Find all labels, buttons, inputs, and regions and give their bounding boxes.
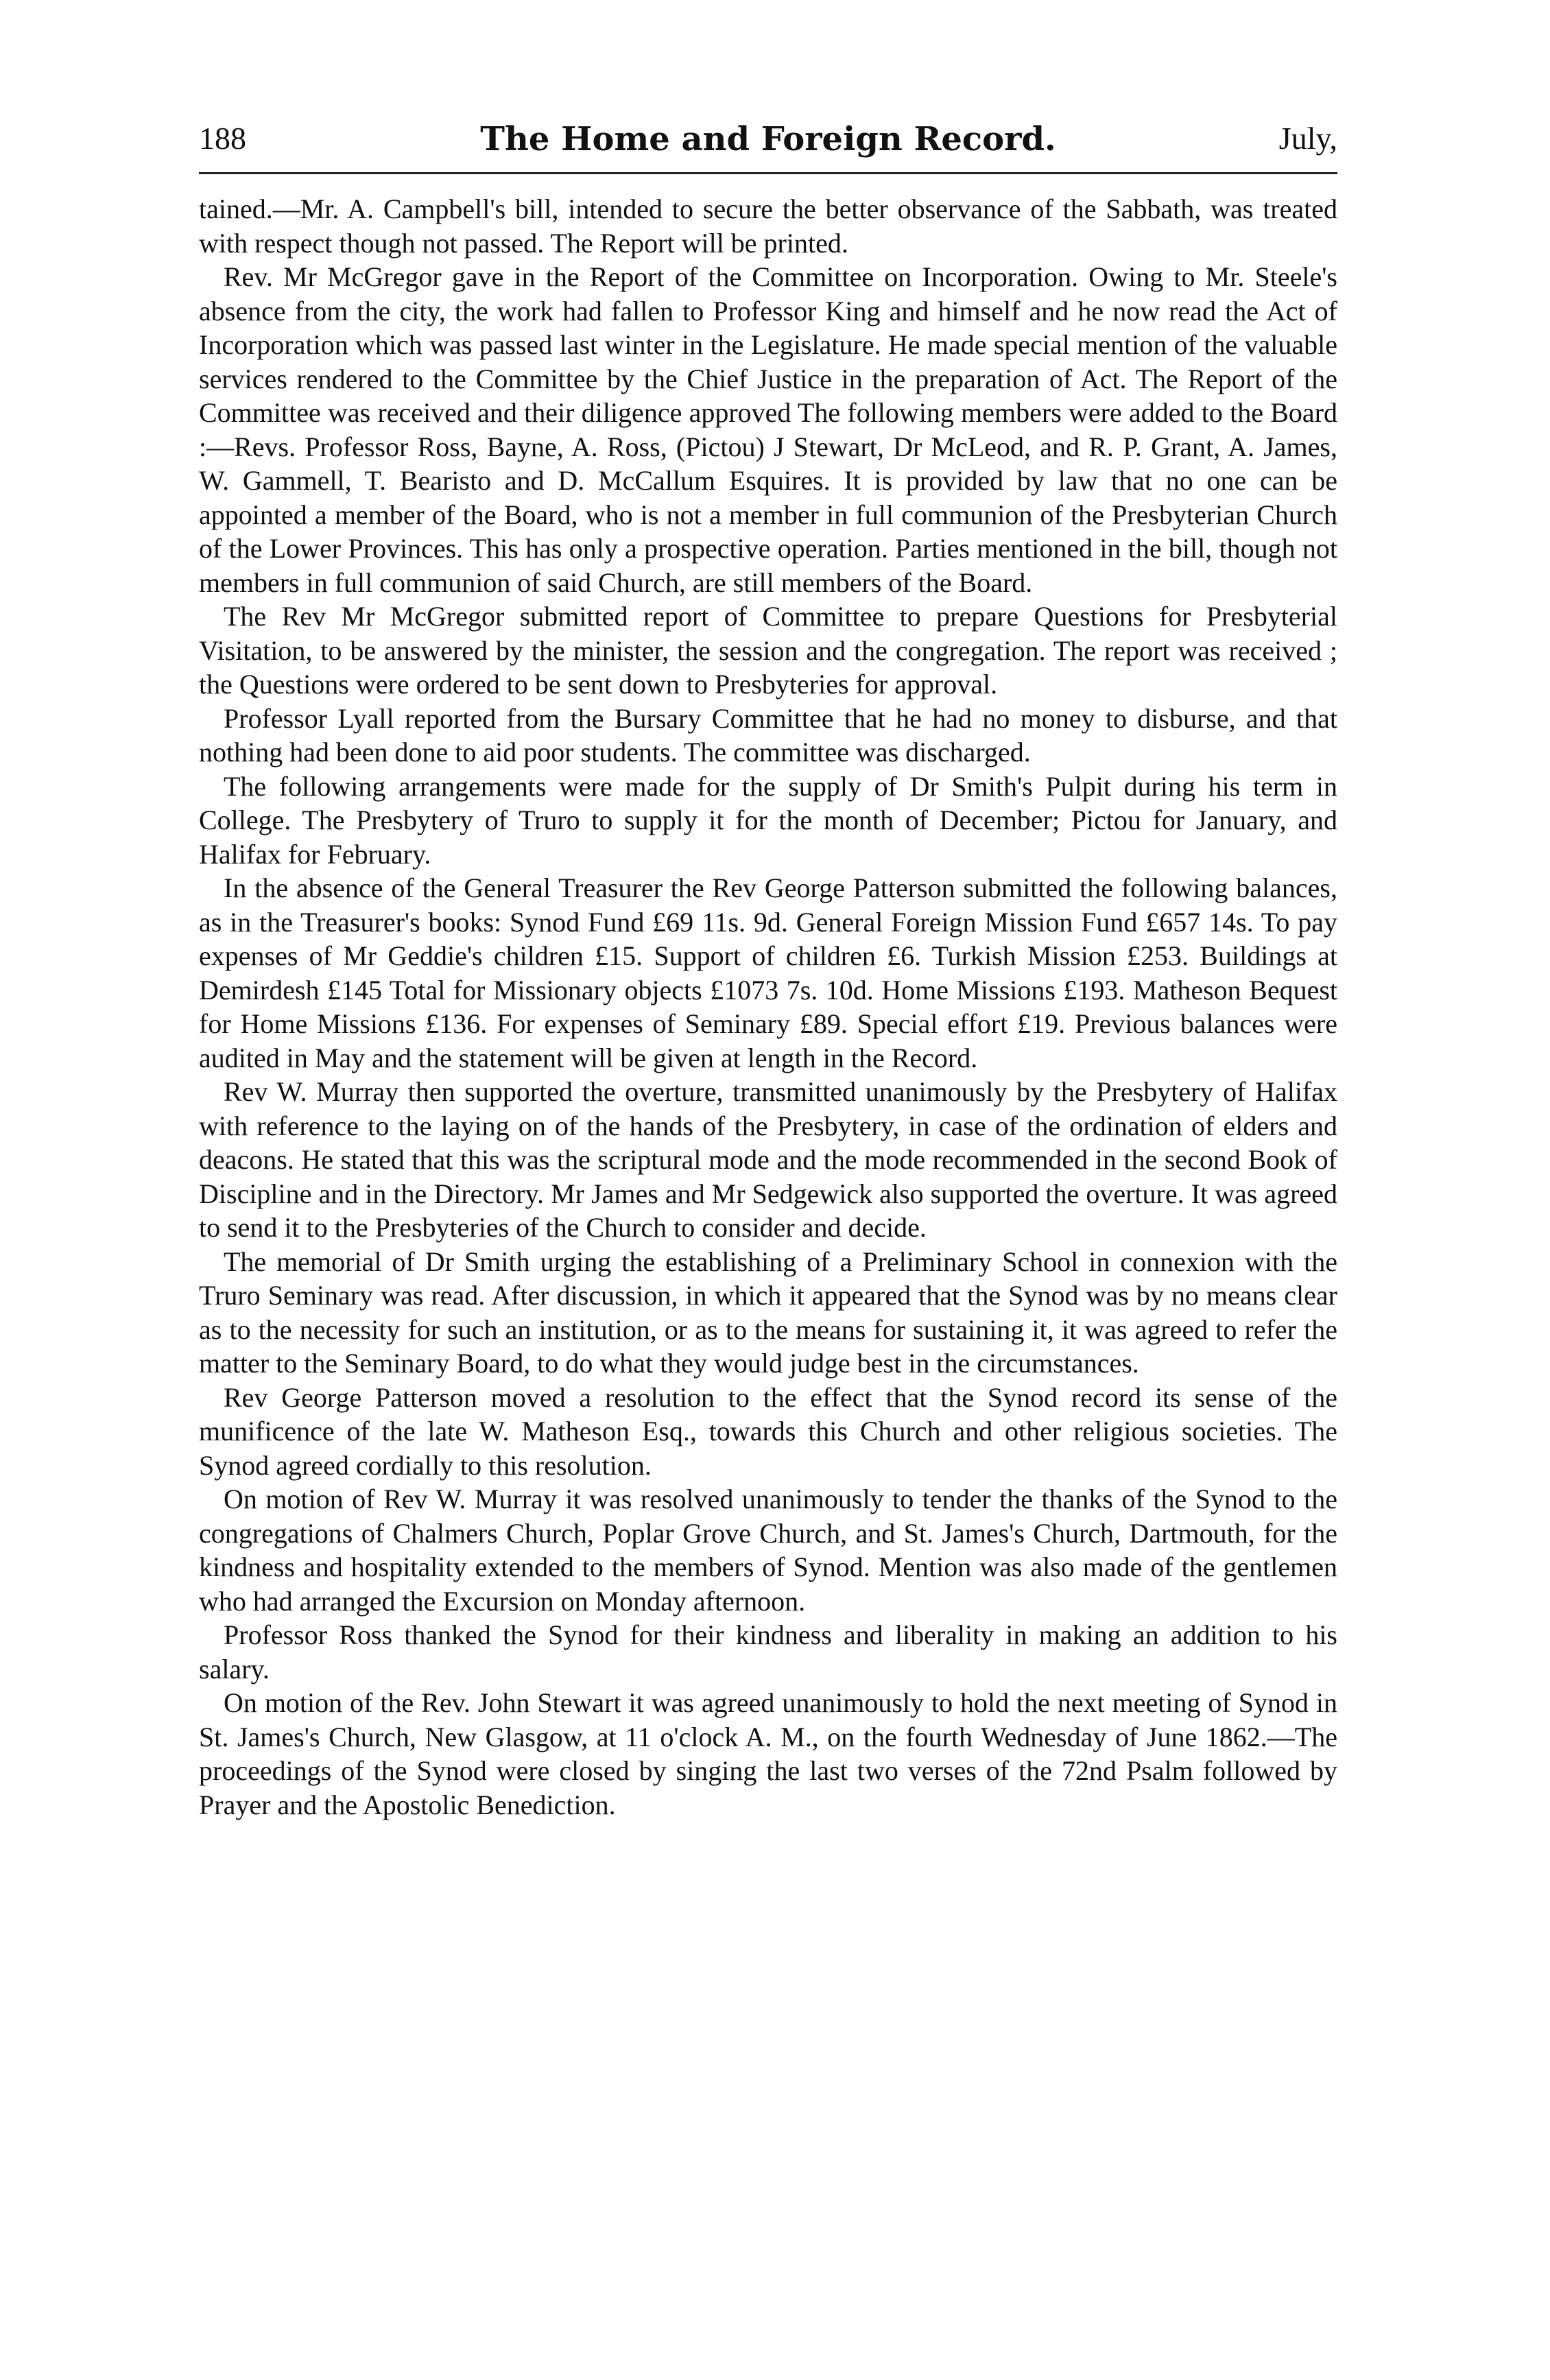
issue-month: July, (1278, 121, 1337, 156)
paragraph: The Rev Mr McGregor submitted report of Committee to prepare Questions for Presbyterial Visitation, to be answered by the minister, the session and the congregation. The report was received ; the Questions were ordered to be sent down to Presbyteries for approval. (199, 601, 1337, 700)
paragraph: The memorial of Dr Smith urging the establishing of a Preliminary School in connexion with the Truro Seminary was read. After discussion, in which it appeared that the Synod was by no means clear as to the necessity for such an institution, or as to the means for sustaining it, it was agreed to refer the matter to the Seminary Board, to do what they would judge best in the circumstances. (199, 1246, 1337, 1379)
paragraph: In the absence of the General Treasurer the Rev George Patterson submitted the following balances, as in the Treasurer's books: Synod Fund £69 11s. 9d. General Foreign Mission Fund £657 14s. To pay expenses of Mr Geddie's children £15. Support of children £6. Turkish Mission £253. Buildings at Demirdesh £145 Total for Missionary objects £1073 7s. 10d. Home Missions £193. Matheson Bequest for Home Missions £136. For expenses of Seminary £89. Special effort £19. Previous balances were audited in May and the statement will be given at length in the Record. (199, 872, 1337, 1073)
journal-title: The Home and Foreign Record. (480, 120, 1056, 158)
paragraph: Professor Ross thanked the Synod for their kindness and liberality in making an addition to his salary. (199, 1619, 1337, 1685)
paragraph: On motion of Rev W. Murray it was resolved unanimously to tender the thanks of the Synod to the congregations of Chalmers Church, Poplar Grove Church, and St. James's Church, Dartmouth, for the kindness and hospitality extended to the members of Synod. Mention was also made of the gentlemen who had arranged the Excursion on Monday afternoon. (199, 1484, 1337, 1617)
paragraph: Rev. Mr McGregor gave in the Report of the Committee on Incorporation. Owing to Mr. Steele's absence from the city, the work had fallen to Professor King and himself and he now read the Act of Incorporation which was passed last winter in the Legislature. He made special mention of the valuable services rendered to the Committee by the Chief Justice in the preparation of Act. The Report of the Committee was received and their diligence approved The following members were added to the Board :—Revs. Professor Ross, Bayne, A. Ross, (Pictou) J Stewart, Dr McLeod, and R. P. Grant, A. James, W. Gammell, T. Bearisto and D. McCallum Esquires. It is provided by law that no one can be appointed a member of the Board, who is not a member in full communion of the Presbyterian Church of the Lower Provinces. This has only a prospective operation. Parties mentioned in the bill, though not members in full communion of said Church, are still members of the Board. (199, 261, 1337, 598)
paragraph: The following arrangements were made for the supply of Dr Smith's Pulpit during his term in College. The Presbytery of Truro to supply it for the month of December; Pictou for January, and Halifax for February. (199, 770, 1337, 870)
header-rule (199, 172, 1337, 174)
paragraph: On motion of the Rev. John Stewart it was agreed unanimously to hold the next meeting of Synod in St. James's Church, New Glasgow, at 11 o'clock A. M., on the fourth Wednesday of June 1862.—The proceedings of the Synod were closed by singing the last two verses of the 72nd Psalm followed by Prayer and the Apostolic Benediction. (199, 1687, 1337, 1820)
running-header (199, 120, 1337, 168)
paragraph: Rev W. Murray then supported the overture, transmitted unanimously by the Presbytery of Halifax with reference to the laying on of the hands of the Presbytery, in case of the ordination of elders and deacons. He stated that this was the scriptural mode and the mode recommended in the second Book of Discipline and in the Directory. Mr James and Mr Sedgewick also supported the overture. It was agreed to send it to the Presbyteries of the Church to consider and decide. (199, 1076, 1337, 1243)
paragraph: tained.—Mr. A. Campbell's bill, intended to secure the better observance of the Sabbath, was treated with respect though not passed. The Report will be printed. (199, 193, 1337, 259)
article-body (199, 192, 1337, 1822)
paragraph: Professor Lyall reported from the Bursary Committee that he had no money to disburse, and that nothing had been done to aid poor students. The committee was discharged. (199, 702, 1337, 767)
page (199, 120, 1337, 1822)
page-number: 188 (199, 121, 246, 156)
paragraph: Rev George Patterson moved a resolution to the effect that the Synod record its sense of the munificence of the late W. Matheson Esq., towards this Church and other religious societies. The Synod agreed cordially to this resolution. (199, 1381, 1337, 1481)
